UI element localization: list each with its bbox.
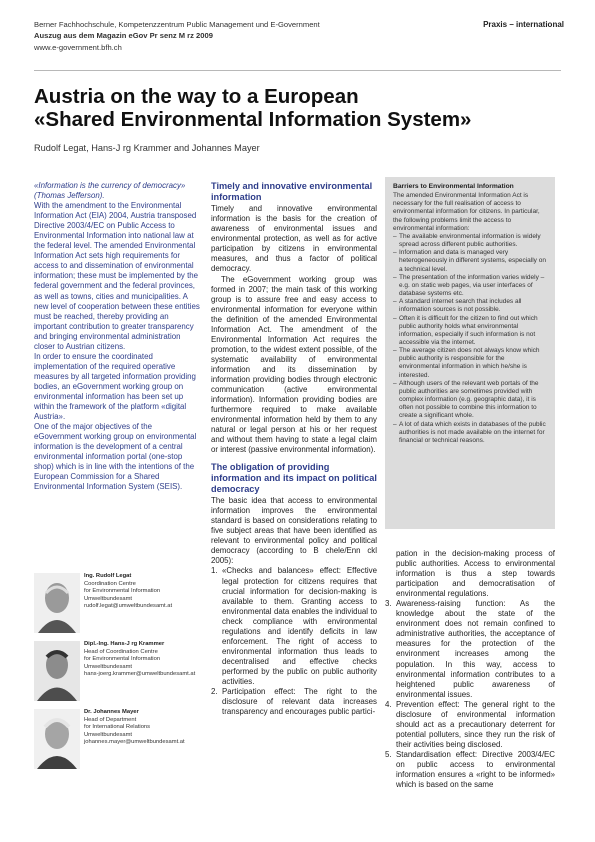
main-column: [211, 181, 377, 717]
header-url[interactable]: www.e-government.bfh.ch: [34, 43, 122, 52]
list-item: – The available environmental information is widely spread across different public authorities.: [393, 232, 541, 249]
author-photo: [34, 573, 80, 633]
list-text: «Checks and balances» effect: Effective legal protection for citizens requires that crucial information for decision-making is available to them. Granting access to environmental data enables the individual to check compliance with environmental regulations and identify deficits in law enforcement. The right of access to environmental information thus leads to decentralised and effective checks performed by the public on public authority activities.: [222, 566, 377, 686]
list-item: – The average citizen does not always know which public authority is responsible for the environmental information in which he/she is interested.: [393, 347, 540, 379]
author-role: Head of Department: [84, 716, 137, 723]
author-role: for Environmental Information: [84, 588, 161, 594]
list-item: – A lot of data which exists in databases of the public authorities is not made available on the internet for financial or technical reasons.: [393, 420, 546, 444]
sidebar-title: Barriers to Environmental Information: [393, 183, 514, 190]
barriers-list: [393, 233, 547, 445]
author-organization: Umweltbundesamt: [84, 663, 133, 670]
list-item: [211, 566, 377, 687]
author-organization: Umweltbundesamt: [84, 731, 133, 738]
header-excerpt: Auszug aus dem Magazin eGov Pr senz M rz 2009: [34, 30, 213, 40]
intro-quote: «Information is the currency of democracy» (Thomas Jefferson).: [34, 181, 186, 201]
list-text: Awareness-raising function: As the knowledge about the state of the environment does not remain confined to administrative authorities, the acceptance of measures for the protection of the environment increases among the population. In this way, access to environmental information contributes to a heightened public awareness of environmental issues.: [396, 599, 555, 699]
list-text: Participation effect: The right to the disclosure of relevant data increases transparency and encourages public partici-: [222, 687, 377, 717]
list-item: – A standard internet search that includes all information sources is not possible.: [393, 298, 522, 314]
continuation-column: [385, 549, 555, 790]
author-organization: Umweltbundesamt: [84, 595, 133, 602]
author-name: Dipl.-Ing. Hans-J rg Krammer: [84, 641, 165, 647]
list-item: [385, 750, 555, 790]
author-card: [34, 709, 214, 771]
header-organization: Berner Fachhochschule, Kompetenzzentrum Public Management und E-Government: [34, 20, 320, 29]
list-number: 4.: [385, 699, 392, 709]
section-heading: The obligation of providing information and its impact on political democracy: [211, 462, 377, 494]
list-number: 1.: [211, 566, 218, 576]
author-name: Dr. Johannes Mayer: [84, 709, 139, 715]
author-role: for Environmental Information: [84, 656, 161, 662]
list-number: 2.: [211, 687, 218, 697]
list-number: 5.: [385, 749, 392, 759]
author-role: for International Relations: [84, 724, 151, 730]
author-info: [84, 709, 185, 747]
barriers-sidebar: [385, 177, 555, 529]
author-role: Head of Coordination Centre: [84, 648, 158, 655]
author-info: [84, 641, 195, 679]
article-authors: Rudolf Legat, Hans-J rg Krammer and Johannes Mayer: [34, 143, 260, 153]
author-name: Ing. Rudolf Legat: [84, 573, 132, 579]
effects-list-continued: [385, 599, 555, 790]
author-card: [34, 573, 214, 635]
intro-paragraph: One of the major objectives of the eGovernment working group on environmental information is the development of a central environmental information portal (one-stop shop) which is in line with the intentions of the European Commission for a Shared Environmental Information System (SEIS).: [34, 422, 197, 492]
header-divider: [34, 70, 561, 71]
intro-paragraph: In order to ensure the coordinated implementation of the required operative measures by all targeted information providing bodies, an eGovernment working group on environmental information has been set up within the framework of the platform «digital Austria».: [34, 351, 196, 422]
body-paragraph: pation in the decision-making process of public authorities. Access to environmental information is thus a step towards participation and democratisation of environmental regulations.: [396, 549, 555, 599]
list-text: Standardisation effect: Directive 2003/4/EC on public access to environmental information ensures a «right to be informed» which is based on the same: [396, 749, 555, 790]
list-item: – Information and data is managed very heterogeneously in different systems, especially on a technical level.: [393, 249, 546, 273]
list-number: 3.: [385, 599, 392, 609]
article-title-line1: Austria on the way to a European: [34, 85, 359, 108]
list-item: – Often it is difficult for the citizen to find out which public authority holds what environmental information, especially if such information is not accessible via the internet.: [393, 314, 538, 346]
list-item: [385, 599, 555, 699]
author-email[interactable]: hans-joerg.krammer@umweltbundesamt.at: [84, 671, 196, 677]
article-title: [34, 85, 564, 131]
author-photo: [34, 641, 80, 701]
author-info: [84, 573, 172, 611]
article-title-line2: «Shared Environmental Information System»: [34, 108, 472, 131]
sidebar-intro: The amended Environmental Information Act is necessary for the full realisation of access to environmental information for citizens. In particular, the following problems limit the access to environmental information:: [393, 192, 540, 232]
author-card: [34, 641, 214, 703]
author-email[interactable]: johannes.mayer@umweltbundesamt.at: [84, 739, 185, 745]
page-header: [34, 20, 564, 54]
section-heading: Timely and innovative environmental information: [211, 181, 373, 202]
list-item: [211, 687, 377, 717]
author-role: Coordination Centre: [84, 580, 136, 587]
author-email[interactable]: rudolf.legat@umweltbundesamt.at: [84, 603, 173, 609]
list-item: – Although users of the relevant web portals of the public authorities are sometimes provided with complex information (e.g. geographic data), it is often not possible to combine this information to create a significant whole.: [393, 379, 539, 420]
list-text: Prevention effect: The general right to the disclosure of environmental information should act as a precautionary deterrent for potential polluters, since they run the risk of their activities being disclosed.: [396, 699, 555, 749]
body-paragraph: Timely and innovative environmental information is the basis for the creation of awareness of environmental issues and environmental protection, as well as for active participation by citizens in environmental measures, and thus a factor of political democracy.: [211, 204, 377, 274]
intro-paragraph: With the amendment to the Environmental Information Act (EIA) 2004, Austria transposed Directive 2003/4/EC on Public Access to Environmental Information into national law at the federal level. The amended Environmental Information Act sets high requirements for access to and dissemination of environmental information; these must be implemented by the federal government and the federal provinces, as well as towns, cities and municipalities. A new level of cooperation between these entities must be reached, thereby providing an important contribution to greater transparency and bringing environmental administration closer to Austrian citizens.: [34, 201, 200, 351]
body-paragraph: The basic idea that access to environmental information improves the environmental standard is based on considerations relating to five subject areas that have been identified as relevant to environmental policy and political democracy (according to B chele/Enn ckl 2005):: [211, 496, 377, 566]
list-item: [385, 700, 555, 750]
list-item: – The presentation of the information varies widely – e.g. on static web pages, via user interfaces of database systems etc.: [393, 273, 545, 298]
body-paragraph: The eGovernment working group was formed in 2007; the main task of this working group is to assure free and easy access to environmental information for everyone within the definition of the amended Environmental Information Act. The amendment of the Environmental Information Act requires the promotion, to the widest extent possible, of the systematic availability of environmental information and its dissemination by information providing bodies through electronic communication (active environmental information). Information providing bodies are furthermore required to make available environmental information held by them to any natural or legal person at his or her request and without them having to state a legal claim or interest (passive environmental information).: [211, 274, 377, 455]
effects-list: [211, 566, 377, 717]
header-section-label: Praxis – international: [483, 20, 564, 29]
author-photo: [34, 709, 80, 769]
intro-column: [34, 181, 200, 492]
